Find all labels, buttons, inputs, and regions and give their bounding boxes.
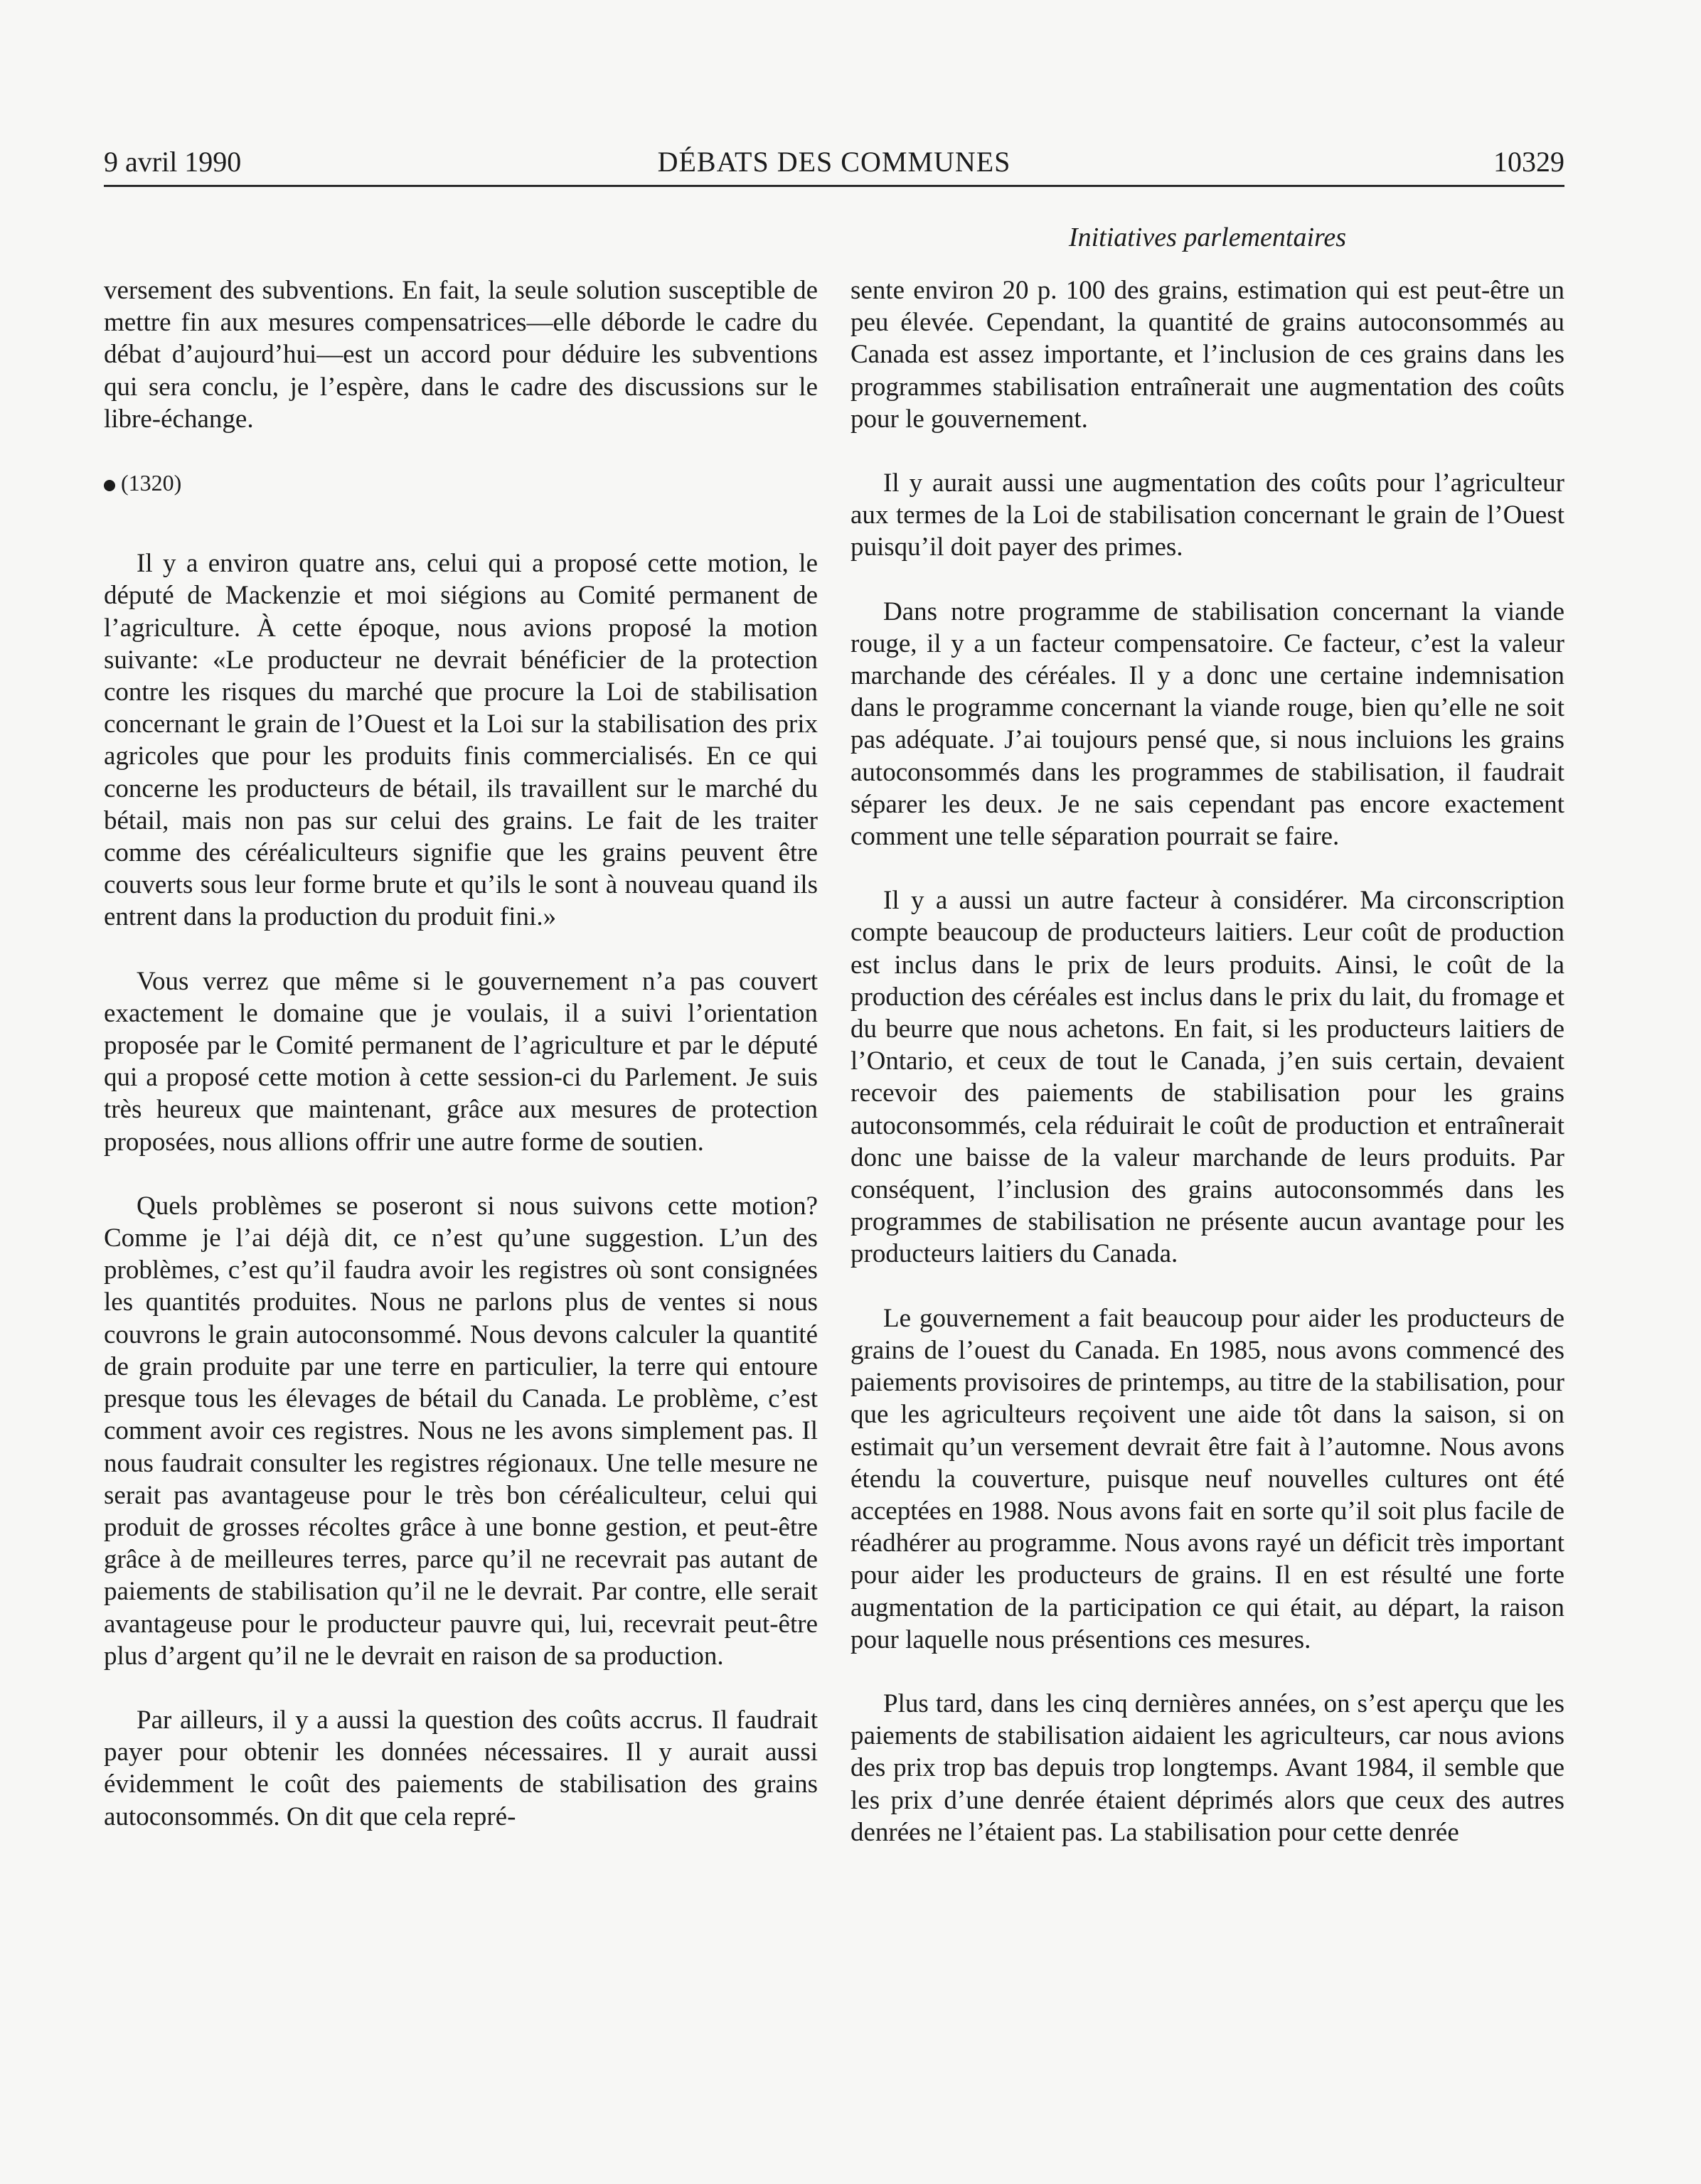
paragraph: Il y aurait aussi une augmentation des coûts pour l’agriculteur aux termes de la Loi de stabilisation concernant le grain de l’Ouest puisqu’il doit payer des primes. [850, 469, 1564, 562]
paragraph: Par ailleurs, il y a aussi la question des coûts accrus. Il faudrait payer pour obtenir les données nécessaires. Il y aurait aussi évidemment le coût des paiements de stabilisation des grains autoconsommés. On dit que cela repré- [104, 1705, 818, 1831]
left-column [104, 274, 818, 1865]
section-title: Initiatives parlementaires [1068, 223, 1347, 252]
paragraph: Il y a aussi un autre facteur à considérer. Ma circonscription compte beaucoup de producteurs laitiers. Leur coût de production est inclus dans le prix de leurs produits. Ainsi, le coût de la production des céréales est inclus dans le prix du lait, du fromage et du beurre que nous achetons. En fait, si les producteurs laitiers de l’Ontario, et ceux de tout le Canada, j’en suis certain, devaient recevoir des paiements de stabilisation pour les grains autoconsommés, cela réduirait le coût de production et entraînerait donc une baisse de la valeur marchande de leurs produits. Par conséquent, l’inclusion des grains autoconsommés dans les programmes de stabilisation ne présente aucun avantage pour les producteurs laitiers du Canada. [850, 886, 1564, 1269]
header-date: 9 avril 1990 [104, 146, 242, 178]
timestamp-marker [104, 467, 818, 499]
header-title: DÉBATS DES COMMUNES [657, 146, 1011, 178]
page-number: 10329 [1493, 146, 1564, 178]
paragraph: Il y a environ quatre ans, celui qui a proposé cette motion, le député de Mackenzie et moi siégions au Comité permanent de l’agriculture. À cette époque, nous avions proposé la motion suivante: «Le producteur ne devrait bénéficier de la protection contre les risques du marché que procure la Loi de stabilisation concernant le grain de l’Ouest et la Loi sur la stabilisation des prix agricoles que pour les produits finis commercialisés. En ce qui concerne les producteurs de bétail, ils travaillent sur le marché du bétail, mais non pas sur celui des grains. Le fait de les traiter comme des céréaliculteurs signifie que les grains peuvent être couverts sous leur forme brute et qu’ils le sont à nouveau quand ils entrent dans la production du produit fini.» [104, 549, 818, 932]
paragraph: Dans notre programme de stabilisation concernant la viande rouge, il y a un facteur compensatoire. Ce facteur, c’est la valeur marchande des céréales. Il y a donc une certaine indemnisation dans le programme concernant la viande rouge, bien qu’elle ne soit pas adéquate. J’ai toujours pensé que, si nous incluions les grains autoconsommés dans les programmes de stabilisation, il faudrait séparer les deux. Je ne sais cependant pas encore exactement comment une telle séparation pourrait se faire. [850, 596, 1564, 852]
paragraph: Plus tard, dans les cinq dernières années, on s’est aperçu que les paiements de stabilisation aidaient les agriculteurs, car nous avions des prix trop bas depuis trop longtemps. Avant 1984, il semble que les prix d’une denrée étaient déprimés alors que ceux des autres denrées ne l’étaient pas. La stabilisation pour cette denrée [850, 1688, 1564, 1847]
header-rule [104, 185, 1564, 187]
paragraph: Vous verrez que même si le gouvernement n’a pas couvert exactement le domaine que je voulais, il a suivi l’orientation proposée par le Comité permanent de l’agriculture et par le député qui a proposé cette motion à cette session-ci du Parlement. Je suis très heureux que maintenant, grâce aux mesures de protection proposées, nous allions offrir une autre forme de soutien. [104, 966, 818, 1157]
paragraph: versement des subventions. En fait, la seule solution susceptible de mettre fin aux mesures compensatrices—elle déborde le cadre du débat d’aujourd’hui—est un accord pour déduire les subventions qui sera conclu, je l’espère, dans le cadre des discussions sur le libre-échange. [104, 276, 818, 434]
paragraph: sente environ 20 p. 100 des grains, estimation qui est peut-être un peu élevée. Cependant, la quantité de grains autoconsommés au Canada est assez importante, et l’inclusion de ces grains dans les programmes stabilisation entraînerait une augmentation des coûts pour le gouvernement. [850, 276, 1564, 434]
page-header [104, 145, 1564, 188]
paragraph: Quels problèmes se poseront si nous suivons cette motion? Comme je l’ai déjà dit, ce n’est qu’une suggestion. L’un des problèmes, c’est qu’il faudra avoir les registres où sont consignées les quantités produites. Nous ne parlons plus de ventes si nous couvrons le grain autoconsommé. Nous devons calculer la quantité de grain produite par une terre en particulier, la terre qui entoure presque tous les élevages de bétail du Canada. Le problème, c’est comment avoir ces registres. Nous ne les avons simplement pas. Il nous faudrait consulter les registres régionaux. Une telle mesure ne serait pas avantageuse pour le très bon céréaliculteur, celui qui produit de grosses récoltes grâce à une bonne gestion, et peut-être grâce à de meilleures terres, parce qu’il ne recevrait pas autant de paiements de stabilisation qu’il ne le devrait. Par contre, elle serait avantageuse pour le producteur pauvre qui, lui, recevrait peut-être plus d’argent qu’il ne le devrait en raison de sa production. [104, 1191, 818, 1671]
right-column [850, 274, 1564, 1880]
paragraph: Le gouvernement a fait beaucoup pour aider les producteurs de grains de l’ouest du Canada. En 1985, nous avons commencé des paiements provisoires de printemps, au titre de la stabilisation, pour que les agriculteurs reçoivent une aide tôt dans la saison, si on estimait qu’un versement devrait être fait à l’automne. Nous avons étendu la couverture, puisque neuf nouvelles cultures ont été acceptées en 1988. Nous avons fait en sorte qu’il soit plus facile de réadhérer au programme. Nous avons rayé un déficit très important pour aider les producteurs de grains. Il en est résulté une forte augmentation de la participation ce qui était, au départ, la raison pour laquelle nous présentions ces mesures. [850, 1303, 1564, 1654]
bullet-icon [104, 480, 115, 491]
timestamp: (1320) [121, 470, 182, 496]
